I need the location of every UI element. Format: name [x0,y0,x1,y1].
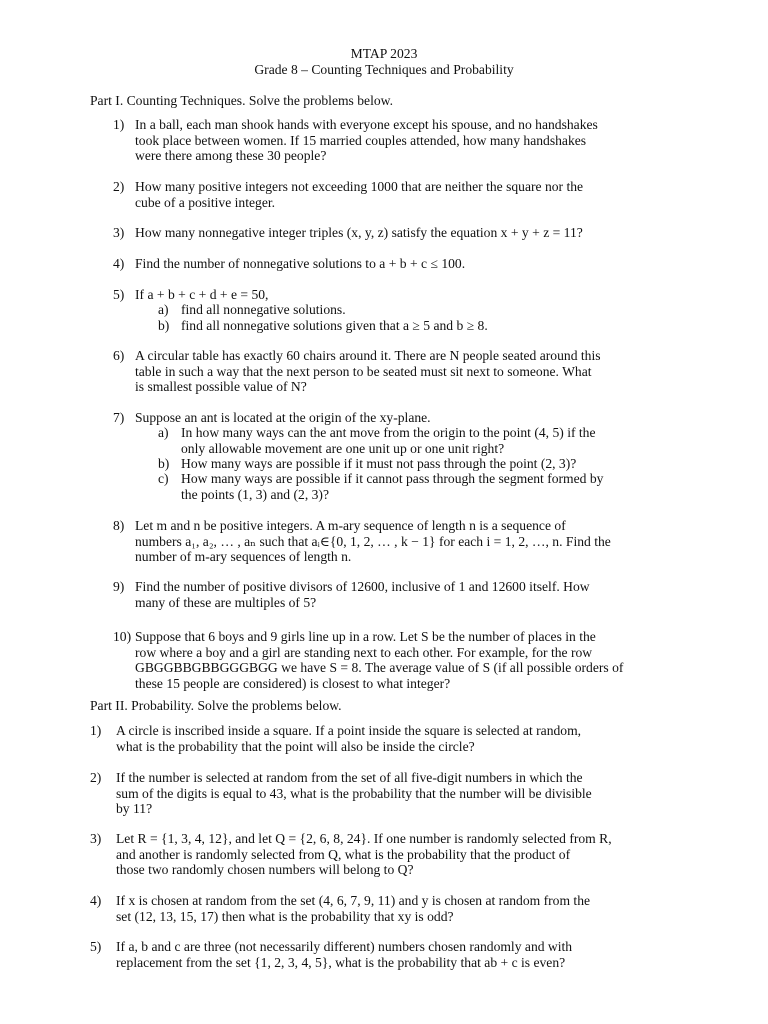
problem-number: 2) [113,179,125,194]
problem-number: 9) [113,579,125,594]
part2-heading: Part II. Probability. Solve the problems below. [90,698,342,713]
problem-text-line: Suppose that 6 boys and 9 girls line up in a row. Let S be the number of places in the [135,629,596,644]
problem-number: 1) [113,117,125,132]
problem-number: 5) [90,939,102,954]
problem-text [116,723,671,754]
problem-text-line: number of m-ary sequences of length n. [135,549,352,564]
problem-text-line: were there among these 30 people? [135,148,327,163]
subproblem-text [181,425,690,456]
subproblem-letter: c) [158,471,169,486]
problem-number: 6) [113,348,125,363]
problem-text-line: How many nonnegative integer triples (x, y, z) satisfy the equation x + y + z = 11? [135,225,583,240]
problem-text [135,579,690,610]
subproblem-text-line: How many ways are possible if it cannot pass through the segment formed by [181,471,604,486]
problem-text-line: replacement from the set {1, 2, 3, 4, 5}, what is the probability that ab + c is even? [116,954,566,970]
problem-text [135,518,690,565]
problem-text [135,629,690,691]
problem-text-line: table in such a way that the next person to be seated must sit next to someone. What [135,363,592,379]
problem-number: 1) [90,723,102,738]
problem-text [135,348,690,395]
problem-text-line: In a ball, each man shook hands with everyone except his spouse, and no handshakes [135,117,598,132]
problem-text-line: is smallest possible value of N? [135,379,307,394]
problem-text-line: those two randomly chosen numbers will belong to Q? [116,862,414,877]
problem-text [116,831,671,878]
problem-text [135,225,690,241]
problem-number: 3) [90,831,102,846]
problem-number: 8) [113,518,125,533]
problem-text-line: by 11? [116,801,153,816]
subproblem-text-line: the points (1, 3) and (2, 3)? [181,486,329,502]
problem-text [116,770,671,817]
problem-text-line: these 15 people are considered) is closest to what integer? [135,675,451,691]
subproblem-letter: b) [158,456,170,471]
part1-heading: Part I. Counting Techniques. Solve the problems below. [90,93,393,108]
document-title: MTAP 2023 [350,46,418,61]
subproblem-text [181,456,690,472]
problem-text-line: Find the number of nonnegative solutions to a + b + c ≤ 100. [135,256,466,271]
problem-text [135,256,690,272]
problem-text-line: sum of the digits is equal to 43, what is the probability that the number will be divisible [116,785,592,801]
problem-text [135,287,690,303]
subproblem-text-line: How many ways are possible if it must not pass through the point (2, 3)? [181,456,577,471]
problem-text-line: row where a boy and a girl are standing next to each other. For example, for the row [135,644,593,660]
problem-text-line: GBGGBBGBBGGGBGG we have S = 8. The average value of S (if all possible orders of [135,660,624,675]
problem-text-line: A circular table has exactly 60 chairs around it. There are N people seated around this [135,348,601,363]
problem-text-line: many of these are multiples of 5? [135,594,317,610]
problem-number: 4) [113,256,125,271]
subproblem-text-line: only allowable movement are one unit up or one unit right? [181,440,505,456]
subproblem-text-line: find all nonnegative solutions. [181,302,346,317]
problem-text-line: numbers a₁, a₂, … , aₙ such that aᵢ∈{0, 1, 2, … , k − 1} for each i = 1, 2, …, n. Find the [135,533,611,549]
problem-number: 4) [90,893,102,908]
subproblem-letter: b) [158,318,170,333]
problem-text-line: Let R = {1, 3, 4, 12}, and let Q = {2, 6, 8, 24}. If one number is randomly selected from R, [116,831,612,846]
problem-text-line: If the number is selected at random from the set of all five-digit numbers in which the [116,770,583,785]
problem-number: 10) [113,629,132,644]
problem-text-line: If x is chosen at random from the set (4, 6, 7, 9, 11) and y is chosen at random from the [116,893,591,908]
subproblem-text [181,471,690,502]
problem-number: 5) [113,287,125,302]
problem-number: 3) [113,225,125,240]
problem-number: 2) [90,770,102,785]
subproblem-text [181,318,690,334]
problem-text-line: Let m and n be positive integers. A m-ary sequence of length n is a sequence of [135,518,566,533]
problem-text-line: A circle is inscribed inside a square. If a point inside the square is selected at random, [116,723,582,738]
problem-text-line: Find the number of positive divisors of 12600, inclusive of 1 and 12600 itself. How [135,579,590,594]
document-subtitle: Grade 8 – Counting Techniques and Probability [254,62,514,77]
problem-text-line: cube of a positive integer. [135,194,276,210]
problem-text-line: set (12, 13, 15, 17) then what is the probability that xy is odd? [116,908,454,924]
subproblem-text-line: In how many ways can the ant move from the origin to the point (4, 5) if the [181,425,596,440]
problem-text-line: and another is randomly selected from Q, what is the probability that the product of [116,846,571,862]
problem-text-line: Suppose an ant is located at the origin of the xy-plane. [135,410,431,425]
problem-text-line: If a + b + c + d + e = 50, [135,287,269,302]
problem-text [135,410,690,426]
problem-text-line: took place between women. If 15 married couples attended, how many handshakes [135,132,587,148]
problem-text-line: If a, b and c are three (not necessarily different) numbers chosen randomly and with [116,939,573,954]
subproblem-letter: a) [158,425,169,440]
subproblem-text-line: find all nonnegative solutions given that a ≥ 5 and b ≥ 8. [181,318,488,333]
problem-number: 7) [113,410,125,425]
subproblem-text [181,302,690,318]
problem-text [116,893,671,924]
problem-text-line: what is the probability that the point will also be inside the circle? [116,738,475,754]
problem-text [135,179,690,210]
problem-text [116,939,671,970]
problem-text-line: How many positive integers not exceeding 1000 that are neither the square nor the [135,179,584,194]
subproblem-letter: a) [158,302,169,317]
problem-text [135,117,690,164]
